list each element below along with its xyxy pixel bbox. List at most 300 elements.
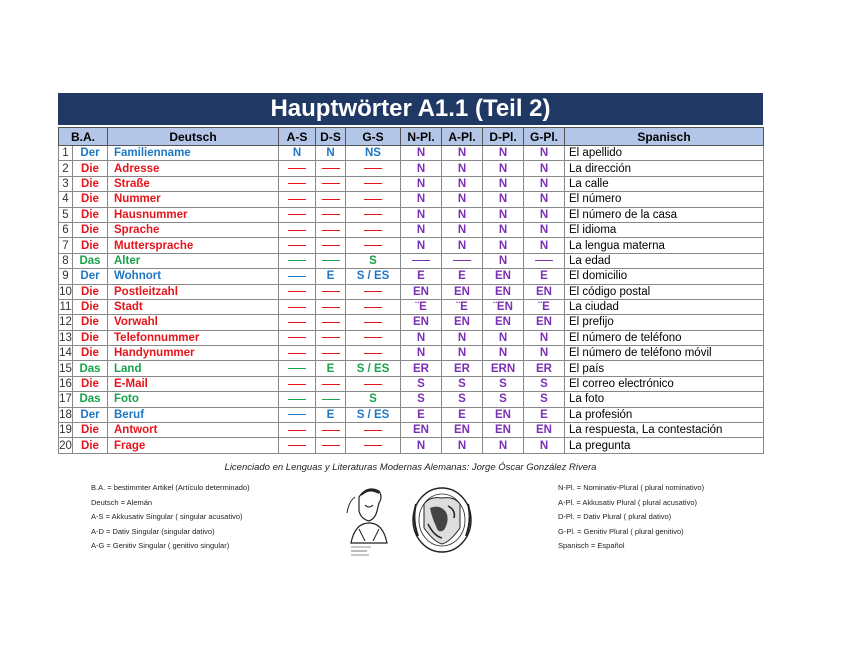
ending-gpl: N [524, 330, 565, 345]
article: Die [73, 423, 108, 438]
ending-apl: EN [442, 315, 483, 330]
ending-npl: ¨E [401, 299, 442, 314]
dash-icon [322, 245, 340, 246]
ending-apl: S [442, 376, 483, 391]
empty-cell [346, 284, 401, 299]
row-number: 2 [59, 161, 73, 176]
dash-icon [288, 337, 306, 338]
dash-icon [322, 260, 340, 261]
dash-icon [288, 430, 306, 431]
table-row [59, 392, 764, 407]
empty-cell [316, 176, 346, 191]
ending-dpl: N [483, 222, 524, 237]
table-row [59, 438, 764, 453]
table-row [59, 222, 764, 237]
dash-icon [288, 322, 306, 323]
legend-item: Deutsch = Alemán [91, 497, 153, 507]
ending-apl: N [442, 238, 483, 253]
empty-cell [346, 176, 401, 191]
empty-cell [346, 330, 401, 345]
dash-icon [322, 214, 340, 215]
table-row [59, 192, 764, 207]
ending-gpl: EN [524, 315, 565, 330]
dash-icon [322, 291, 340, 292]
legend-item: Spanisch = Español [558, 541, 625, 550]
empty-cell [346, 438, 401, 453]
ending-gpl: E [524, 407, 565, 422]
ending-dpl: EN [483, 269, 524, 284]
ending-npl: N [401, 330, 442, 345]
dash-icon [364, 445, 382, 446]
ending-apl: S [442, 392, 483, 407]
nouns-table [58, 127, 764, 454]
spanish-translation: El domicilio [565, 269, 764, 284]
german-noun: Antwort [108, 423, 279, 438]
dash-icon [322, 430, 340, 431]
ending-gs: S / ES [346, 361, 401, 376]
empty-cell [279, 207, 316, 222]
table-row [59, 299, 764, 314]
table-row [59, 423, 764, 438]
ending-npl: E [401, 269, 442, 284]
ending-gpl: S [524, 376, 565, 391]
ending-apl: N [442, 176, 483, 191]
ending-as: N [279, 146, 316, 161]
ending-gpl: ¨E [524, 299, 565, 314]
empty-cell [316, 299, 346, 314]
article: Die [73, 207, 108, 222]
german-noun: Alter [108, 253, 279, 268]
dash-icon [322, 353, 340, 354]
ending-gs: NS [346, 146, 401, 161]
ending-apl: E [442, 269, 483, 284]
ending-gpl: S [524, 392, 565, 407]
ending-npl: EN [401, 423, 442, 438]
ending-apl: N [442, 161, 483, 176]
license-note: Licenciado en Lenguas y Literaturas Modernas Alemanas: Jorge Óscar González Rivera [224, 462, 597, 473]
german-noun: Adresse [108, 161, 279, 176]
dash-icon [288, 168, 306, 169]
article: Die [73, 315, 108, 330]
spanish-translation: La respuesta, La contestación [565, 423, 764, 438]
article: Die [73, 330, 108, 345]
german-noun: Straße [108, 176, 279, 191]
ending-dpl: N [483, 346, 524, 361]
legend-item: G-Pl. = Genitiv Plural ( plural genitivo) [558, 526, 684, 536]
row-number: 6 [59, 222, 73, 237]
spanish-translation: El idioma [565, 222, 764, 237]
ending-gpl: N [524, 161, 565, 176]
ending-gpl: N [524, 346, 565, 361]
ending-ds: N [316, 146, 346, 161]
dash-icon [453, 260, 471, 261]
ending-dpl: ¨EN [483, 299, 524, 314]
ending-dpl: EN [483, 423, 524, 438]
dash-icon [322, 337, 340, 338]
dash-icon [288, 291, 306, 292]
ending-gpl: N [524, 438, 565, 453]
header-ba: B.A. [59, 128, 108, 146]
ending-dpl: N [483, 238, 524, 253]
ending-dpl: EN [483, 407, 524, 422]
legend-item: A-Pl. = Akkusativ Plural ( plural acusativo) [558, 497, 698, 507]
ending-apl: N [442, 192, 483, 207]
article: Die [73, 376, 108, 391]
table-row [59, 238, 764, 253]
ending-gpl: EN [524, 284, 565, 299]
empty-cell [279, 269, 316, 284]
ending-npl: S [401, 376, 442, 391]
ending-gpl: N [524, 207, 565, 222]
faculty-logo-icon [345, 483, 393, 563]
dash-icon [364, 353, 382, 354]
row-number: 3 [59, 176, 73, 191]
empty-cell [279, 299, 316, 314]
legend-item: N-Pl. = Nominativ-Plural ( plural nominativo) [558, 483, 705, 492]
spanish-translation: El número de teléfono [565, 330, 764, 345]
empty-cell [316, 238, 346, 253]
table-row [59, 346, 764, 361]
empty-cell [279, 192, 316, 207]
dash-icon [364, 245, 382, 246]
empty-cell [346, 423, 401, 438]
table-row [59, 376, 764, 391]
dash-icon [288, 353, 306, 354]
ending-gs: S / ES [346, 407, 401, 422]
empty-cell [279, 161, 316, 176]
empty-cell [316, 330, 346, 345]
dash-icon [364, 337, 382, 338]
ending-gpl: ER [524, 361, 565, 376]
ending-apl: N [442, 222, 483, 237]
article: Die [73, 299, 108, 314]
empty-cell [316, 376, 346, 391]
empty-cell [279, 238, 316, 253]
dash-icon [322, 445, 340, 446]
spanish-translation: El número de la casa [565, 207, 764, 222]
german-noun: Hausnummer [108, 207, 279, 222]
empty-cell [316, 438, 346, 453]
row-number: 11 [59, 301, 72, 314]
legend-item: A-G = Genitiv Singular ( genitivo singular) [91, 541, 230, 550]
row-number: 10 [59, 285, 72, 298]
german-noun: Stadt [108, 299, 279, 314]
empty-cell [316, 423, 346, 438]
spanish-translation: La profesión [565, 407, 764, 422]
dash-icon [288, 368, 306, 369]
dash-icon [288, 214, 306, 215]
header-gpl: G-Pl. [524, 128, 565, 146]
empty-cell [316, 346, 346, 361]
ending-ds: E [316, 407, 346, 422]
spanish-translation: El número de teléfono móvil [565, 346, 764, 361]
ending-dpl: N [483, 146, 524, 161]
dash-icon [364, 322, 382, 323]
ending-gpl: N [524, 222, 565, 237]
article: Das [73, 253, 108, 268]
ending-gs: S [346, 392, 401, 407]
ending-gpl: N [524, 238, 565, 253]
german-noun: Postleitzahl [108, 284, 279, 299]
dash-icon [322, 168, 340, 169]
ending-dpl: N [483, 438, 524, 453]
dash-icon [364, 307, 382, 308]
dash-icon [364, 384, 382, 385]
header-ds: D-S [316, 128, 346, 146]
spanish-translation: El código postal [565, 284, 764, 299]
row-number: 4 [59, 192, 73, 207]
article: Das [73, 392, 108, 407]
article: Die [73, 176, 108, 191]
ending-gpl: EN [524, 423, 565, 438]
row-number: 16 [59, 378, 72, 391]
article: Der [73, 146, 108, 161]
ending-npl: EN [401, 284, 442, 299]
table-row [59, 269, 764, 284]
empty-cell [346, 161, 401, 176]
article: Die [73, 222, 108, 237]
ending-dpl: N [483, 253, 524, 268]
table-row [59, 207, 764, 222]
spanish-translation: El apellido [565, 146, 764, 161]
empty-cell [279, 361, 316, 376]
ending-dpl: EN [483, 315, 524, 330]
legend-item: B.A. = bestimmter Artikel (Artículo determinado) [91, 483, 250, 492]
spanish-translation: La ciudad [565, 299, 764, 314]
empty-cell [401, 253, 442, 268]
header-deutsch: Deutsch [108, 128, 279, 146]
ending-npl: N [401, 222, 442, 237]
header-npl: N-Pl. [401, 128, 442, 146]
row-number: 12 [59, 316, 72, 329]
empty-cell [316, 392, 346, 407]
legend-left [91, 481, 250, 554]
dash-icon [288, 384, 306, 385]
article: Der [73, 407, 108, 422]
ending-npl: EN [401, 315, 442, 330]
legend-right [558, 481, 704, 554]
empty-cell [316, 284, 346, 299]
legend-item: A-D = Dativ Singular (singular dativo) [91, 526, 215, 536]
dash-icon [322, 230, 340, 231]
empty-cell [279, 346, 316, 361]
article: Die [73, 161, 108, 176]
empty-cell [442, 253, 483, 268]
german-noun: Wohnort [108, 269, 279, 284]
spanish-translation: La edad [565, 253, 764, 268]
ending-gs: S / ES [346, 269, 401, 284]
empty-cell [346, 222, 401, 237]
row-number: 15 [59, 362, 72, 375]
ending-dpl: ERN [483, 361, 524, 376]
ending-npl: E [401, 407, 442, 422]
legend-item: A-S = Akkusativ Singular ( singular acusativo) [91, 512, 243, 521]
header-as: A-S [279, 128, 316, 146]
dash-icon [288, 276, 306, 277]
ending-npl: N [401, 161, 442, 176]
ending-npl: N [401, 207, 442, 222]
dash-icon [412, 260, 430, 261]
ending-apl: E [442, 407, 483, 422]
ending-npl: N [401, 176, 442, 191]
dash-icon [322, 399, 340, 400]
empty-cell [279, 423, 316, 438]
empty-cell [346, 192, 401, 207]
empty-cell [346, 207, 401, 222]
ending-gpl: N [524, 146, 565, 161]
row-number: 13 [59, 331, 72, 344]
table-row [59, 284, 764, 299]
article: Die [73, 238, 108, 253]
row-number: 1 [59, 146, 73, 161]
ending-dpl: N [483, 176, 524, 191]
table-row [59, 315, 764, 330]
ending-npl: N [401, 438, 442, 453]
dash-icon [288, 183, 306, 184]
header-apl: A-Pl. [442, 128, 483, 146]
ending-gpl: E [524, 269, 565, 284]
empty-cell [316, 207, 346, 222]
table-row [59, 407, 764, 422]
ending-apl: EN [442, 284, 483, 299]
table-row [59, 253, 764, 268]
ending-dpl: N [483, 207, 524, 222]
dash-icon [364, 168, 382, 169]
spanish-translation: La dirección [565, 161, 764, 176]
header-spanisch: Spanisch [565, 128, 764, 146]
dash-icon [322, 183, 340, 184]
german-noun: Beruf [108, 407, 279, 422]
german-noun: Familienname [108, 146, 279, 161]
empty-cell [346, 376, 401, 391]
article: Die [73, 346, 108, 361]
german-noun: Vorwahl [108, 315, 279, 330]
empty-cell [316, 222, 346, 237]
dash-icon [288, 307, 306, 308]
dash-icon [364, 183, 382, 184]
empty-cell [316, 192, 346, 207]
table-row [59, 161, 764, 176]
legend-item: D-Pl. = Dativ Plural ( plural dativo) [558, 512, 672, 521]
ending-apl: N [442, 346, 483, 361]
ending-apl: N [442, 146, 483, 161]
header-dpl: D-Pl. [483, 128, 524, 146]
ending-npl: N [401, 192, 442, 207]
spanish-translation: La lengua materna [565, 238, 764, 253]
german-noun: Handynummer [108, 346, 279, 361]
empty-cell [316, 253, 346, 268]
spanish-translation: El país [565, 361, 764, 376]
spanish-translation: La pregunta [565, 438, 764, 453]
empty-cell [316, 315, 346, 330]
empty-cell [346, 315, 401, 330]
table-row [59, 330, 764, 345]
article: Die [73, 192, 108, 207]
ending-dpl: S [483, 376, 524, 391]
table-row [59, 146, 764, 161]
dash-icon [364, 291, 382, 292]
ending-apl: ER [442, 361, 483, 376]
empty-cell [279, 253, 316, 268]
dash-icon [288, 414, 306, 415]
dash-icon [322, 307, 340, 308]
spanish-translation: La calle [565, 176, 764, 191]
row-number: 14 [59, 347, 72, 360]
row-number: 7 [59, 238, 73, 253]
ending-apl: N [442, 207, 483, 222]
row-number: 9 [59, 269, 73, 284]
table-row [59, 176, 764, 191]
article: Die [73, 438, 108, 453]
empty-cell [279, 407, 316, 422]
ending-ds: E [316, 361, 346, 376]
dash-icon [288, 260, 306, 261]
empty-cell [346, 346, 401, 361]
empty-cell [279, 176, 316, 191]
dash-icon [322, 199, 340, 200]
ending-dpl: EN [483, 284, 524, 299]
ending-gpl: N [524, 176, 565, 191]
ending-apl: EN [442, 423, 483, 438]
article: Das [73, 361, 108, 376]
dash-icon [364, 214, 382, 215]
dash-icon [364, 230, 382, 231]
empty-cell [279, 392, 316, 407]
empty-cell [279, 284, 316, 299]
german-noun: Sprache [108, 222, 279, 237]
spanish-translation: La foto [565, 392, 764, 407]
row-number: 5 [59, 207, 73, 222]
dash-icon [288, 245, 306, 246]
empty-cell [346, 238, 401, 253]
row-number: 18 [59, 408, 72, 421]
empty-cell [316, 161, 346, 176]
ending-apl: N [442, 330, 483, 345]
ending-apl: N [442, 438, 483, 453]
german-noun: E-Mail [108, 376, 279, 391]
ending-dpl: N [483, 192, 524, 207]
row-number: 8 [59, 253, 73, 268]
ending-npl: S [401, 392, 442, 407]
table-row [59, 361, 764, 376]
ending-npl: ER [401, 361, 442, 376]
header-gs: G-S [346, 128, 401, 146]
german-noun: Foto [108, 392, 279, 407]
empty-cell [524, 253, 565, 268]
ending-npl: N [401, 146, 442, 161]
empty-cell [279, 376, 316, 391]
dash-icon [322, 322, 340, 323]
dash-icon [288, 199, 306, 200]
ending-ds: E [316, 269, 346, 284]
dash-icon [535, 260, 553, 261]
page-title: Hauptwörter A1.1 (Teil 2) [58, 93, 763, 125]
german-noun: Frage [108, 438, 279, 453]
ending-dpl: N [483, 330, 524, 345]
table-header-row [59, 128, 764, 146]
ending-dpl: N [483, 161, 524, 176]
empty-cell [279, 222, 316, 237]
ending-apl: ¨E [442, 299, 483, 314]
spanish-translation: El correo electrónico [565, 376, 764, 391]
university-seal-icon [410, 484, 474, 554]
german-noun: Nummer [108, 192, 279, 207]
ending-npl: N [401, 238, 442, 253]
dash-icon [322, 384, 340, 385]
german-noun: Land [108, 361, 279, 376]
dash-icon [288, 445, 306, 446]
ending-gs: S [346, 253, 401, 268]
